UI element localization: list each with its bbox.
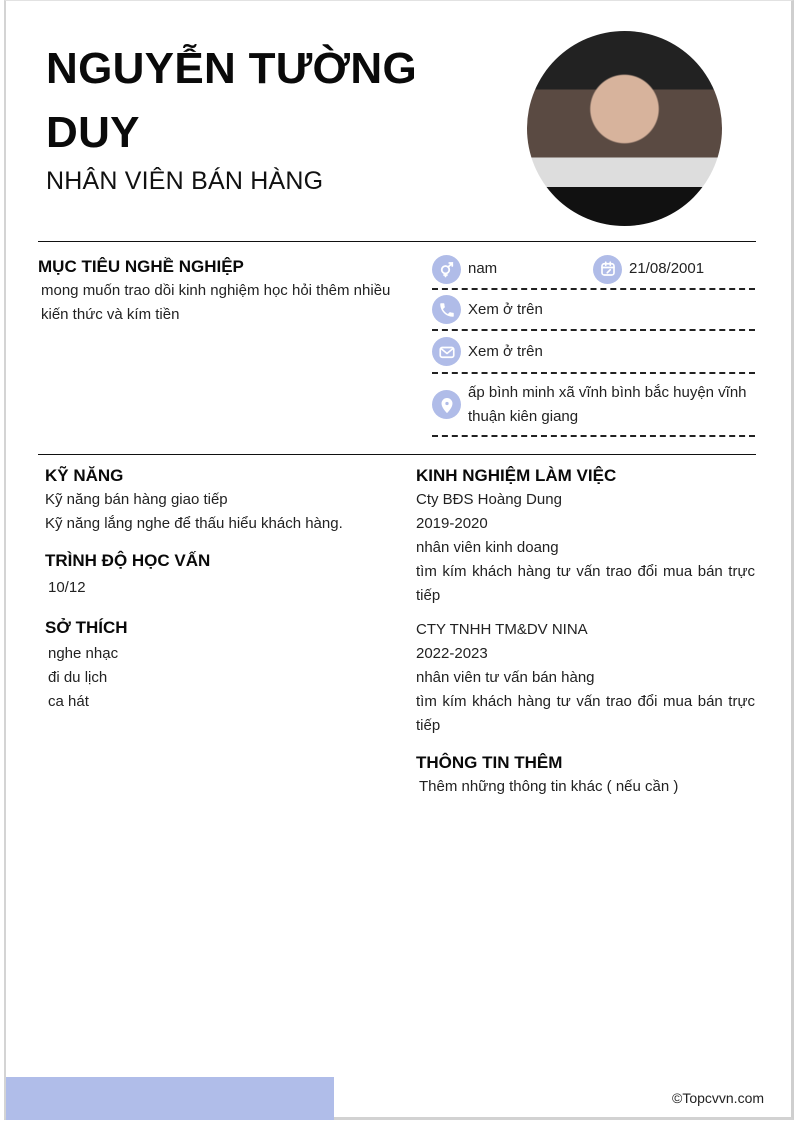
contact-row-address: [432, 374, 755, 437]
gender-icon: [432, 255, 461, 284]
divider-middle: [38, 454, 756, 455]
section-title-hobbies: SỞ THÍCH: [45, 618, 128, 637]
job-company: Cty BĐS Hoàng Dung: [416, 491, 562, 508]
birthday-item: [593, 255, 704, 284]
section-title-objective: MỤC TIÊU NGHỀ NGHIỆP: [38, 257, 244, 276]
divider-top: [38, 241, 756, 242]
skill-item: Kỹ năng lắng nghe để thấu hiểu khách hàng.: [45, 515, 343, 532]
hobby-item: nghe nhạc: [48, 645, 119, 662]
job-description: tìm kím khách hàng tư vấn trao đổi mua bán trực tiếp: [416, 693, 755, 734]
phone-icon: [432, 295, 461, 324]
right-column: [416, 464, 755, 799]
section-title-experience: KINH NGHIỆM LÀM VIỆC: [416, 466, 617, 485]
education-section: [45, 549, 395, 600]
address-value: ấp bình minh xã vĩnh bình bắc huyện vĩnh thuận kiên giang: [468, 383, 747, 425]
hobby-item: ca hát: [48, 693, 89, 710]
calendar-icon: [593, 255, 622, 284]
mail-icon: [432, 337, 461, 366]
avatar: [527, 31, 722, 226]
contact-row-email: [432, 331, 755, 374]
job-entry: [416, 488, 755, 608]
contact-row-personal: [432, 250, 755, 290]
hobbies-section: [45, 616, 395, 714]
phone-value: Xem ở trên: [468, 300, 543, 318]
job-entry: [416, 618, 755, 738]
additional-text: Thêm những thông tin khác ( nếu cần ): [419, 778, 679, 795]
objective-text: mong muốn trao dồi kinh nghiệm học hỏi thêm nhiều kiến thức và kím tiền: [41, 282, 391, 323]
gender-value: nam: [468, 260, 498, 277]
footer-accent-bar: [6, 1077, 334, 1120]
email-value: Xem ở trên: [468, 342, 543, 360]
section-title-additional: THÔNG TIN THÊM: [416, 753, 563, 772]
gender-item: [432, 255, 593, 284]
skills-section: [45, 464, 395, 536]
hobby-item: đi du lịch: [48, 669, 108, 686]
job-company: CTY TNHH TM&DV NINA: [416, 621, 588, 638]
job-position: nhân viên tư vấn bán hàng: [416, 669, 595, 686]
job-period: 2019-2020: [416, 515, 488, 532]
additional-info-section: [416, 751, 755, 799]
location-pin-icon: [432, 390, 461, 419]
section-title-skills: KỸ NĂNG: [45, 466, 124, 485]
career-objective-section: [38, 255, 398, 327]
job-title: NHÂN VIÊN BÁN HÀNG: [46, 167, 324, 195]
left-column: [45, 464, 395, 714]
job-description: tìm kím khách hàng tư vấn trao đổi mua bán trực tiếp: [416, 563, 755, 604]
experience-section: [416, 464, 755, 738]
skill-item: Kỹ năng bán hàng giao tiếp: [45, 491, 228, 508]
birthday-value: 21/08/2001: [629, 260, 705, 277]
section-title-education: TRÌNH ĐỘ HỌC VẤN: [45, 551, 211, 570]
contact-info: [432, 250, 755, 437]
job-position: nhân viên kinh doang: [416, 539, 559, 556]
candidate-name: NGUYỄN TƯỜNG DUY: [46, 44, 417, 157]
job-period: 2022-2023: [416, 645, 488, 662]
copyright-text: ©Topcvvn.com: [672, 1090, 765, 1106]
education-item: 10/12: [48, 579, 86, 596]
contact-row-phone: [432, 290, 755, 331]
